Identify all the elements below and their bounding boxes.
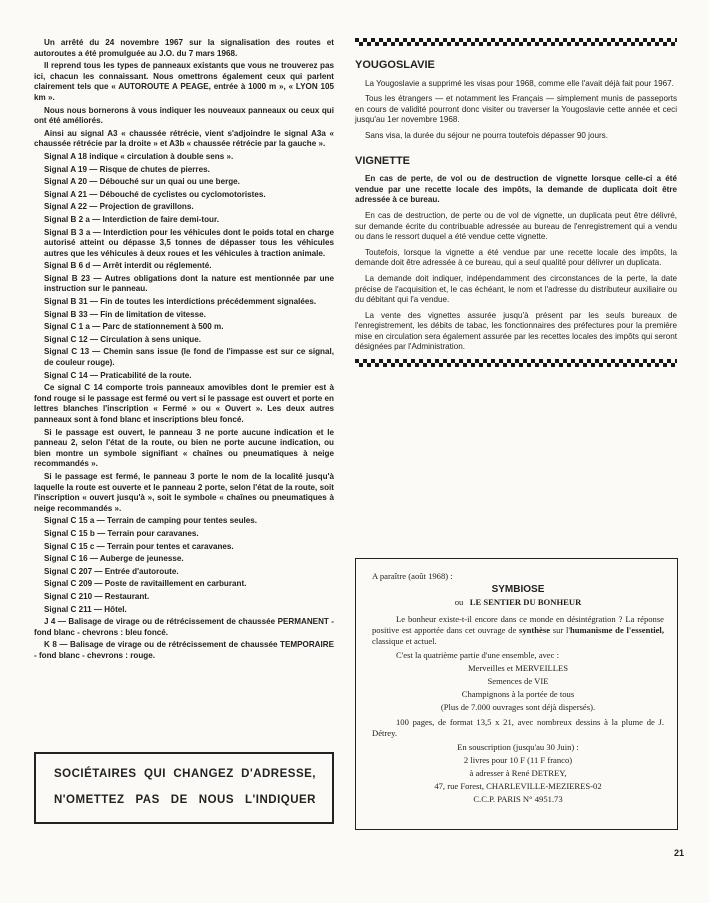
paragraph: En cas de perte, de vol ou de destruction de vignette lorsque celle-ci a été vendue par une recette locale des impôts, la demande de duplicata doit être adressée à ce bureau. (355, 174, 677, 205)
signal-item: Signal C 210 — Restaurant. (44, 591, 150, 601)
paragraph: Si le passage est fermé, le panneau 3 porte le nom de la localité jusqu'à laquelle la route est ouverte et le panneau 2 porte, selon l'état de la route, soit l'inscription « ouvert jusqu'à », soit le symbole « chaînes ou pneumatiques à neige recommandés ». (34, 471, 334, 513)
ad-paragraph (372, 614, 664, 647)
paragraph: Il reprend tous les types de panneaux existants que vous ne trouverez pas ici, chacun les connaissant. Nous omettrons également ceux qui parlent clairement tels que « AUTOROUTE A PEAGE, entrée à 1000 m », « LYON 105 km ». (34, 61, 334, 102)
ad-subtitle (372, 597, 664, 608)
paragraph: La Yougoslavie a supprimé les visas pour 1968, comme elle l'avait déjà fait pour 1967. (365, 78, 674, 88)
ad-title: SYMBIOSE (491, 584, 545, 595)
notice-line-1 (54, 768, 316, 780)
ad-line: (Plus de 7.000 ouvrages sont déjà dispersés). (440, 702, 596, 712)
signal-item: Signal B 23 — Autres obligations dont la nature est mentionnée par une instruction sur le panneau. (44, 273, 334, 294)
signal-item: Signal C 209 — Poste de ravitaillement en carburant. (44, 579, 247, 589)
paragraph: Ce signal C 14 comporte trois panneaux amovibles dont le premier est à fond rouge si le passage est fermé ou vert si le passage est ouvert et porte en lettres blanches l'inscription « Fermé » ou « Ouvert ». Les deux autres panneaux sont à fond blanc et inscriptions bleu foncé. (34, 383, 334, 424)
book-advertisement (355, 558, 678, 830)
address-change-notice (34, 752, 334, 824)
ad-line: En souscription (jusqu'au 30 Juin) : (457, 742, 579, 752)
checker-divider (355, 359, 677, 367)
checker-divider (355, 38, 677, 46)
signal-item: Signal C 12 — Circulation à sens unique. (44, 334, 201, 344)
signal-item: Signal A 21 — Débouché de cyclistes ou cyclomotoristes. (44, 189, 266, 199)
signal-item: Signal C 13 — Chemin sans issue (le fond de l'impasse est sur ce signal, de couleur rouge). (44, 347, 334, 368)
ad-address: 47, rue Forest, CHARLEVILLE-MEZIERES-02 (434, 781, 602, 791)
notice-word: D'ADRESSE, (241, 768, 316, 780)
signal-item: Signal C 14 — Praticabilité de la route. (44, 370, 192, 380)
ad-text: classique et actuel. (372, 636, 437, 646)
signal-item: Signal C 1 a — Parc de stationnement à 500 m. (44, 322, 224, 332)
paragraph: J 4 — Balisage de virage ou de rétrécissement de chaussée PERMANENT - fond blanc - chevrons : bleu foncé. (34, 617, 334, 637)
signal-item: Signal A 22 — Projection de gravillons. (44, 202, 194, 212)
ad-line: Merveilles et MERVEILLES (467, 663, 569, 673)
signal-item: Signal B 33 — Fin de limitation de vitesse. (44, 309, 206, 319)
paragraph: Sans visa, la durée du séjour ne pourra toutefois dépasser 90 jours. (365, 130, 608, 140)
paragraph: Tous les étrangers — et notamment les Français — simplement munis de passeports en cours de validité pourront donc visiter ou traverser la Yougoslavie cette année et ceci jusqu'au 1er novembre 1968. (355, 94, 677, 125)
notice-word: CHANGEZ (173, 768, 234, 780)
ad-text: Le bonheur existe-t-il encore dans ce monde en désintégration ? La réponse positive est apportée dans cet ouvrage de (372, 614, 664, 635)
page-number: 21 (674, 848, 685, 858)
ad-text: synthèse (519, 625, 551, 635)
ad-subtitle-ou: ou (454, 597, 464, 607)
ad-line: à adresser à René DETREY, (469, 768, 567, 778)
left-column (34, 38, 334, 663)
paragraph: K 8 — Balisage de virage ou de rétrécissement de chaussée TEMPORAIRE - fond blanc - chevrons : rouge. (34, 640, 334, 660)
signal-item: Signal B 6 d — Arrêt interdit ou réglementé. (44, 261, 212, 271)
ad-line: Semences de VIE (487, 676, 549, 686)
ad-text: sur l' (550, 625, 570, 635)
signal-item: Signal A 19 — Risque de chutes de pierres. (44, 164, 210, 174)
ad-subtitle-text: LE SENTIER DU BONHEUR (469, 597, 582, 607)
paragraph: La demande doit indiquer, indépendamment des circonstances de la perte, la date précise de l'acquisition et, le cas échéant, le nom et l'adresse du distributeur auxiliaire ou du débitant qui l'a vendue. (355, 273, 677, 305)
notice-line-2 (54, 794, 316, 806)
notice-word: NOUS (198, 794, 234, 806)
signal-item: Signal C 16 — Auberge de jeunesse. (44, 554, 184, 564)
signal-list (34, 516, 334, 615)
paragraph: La vente des vignettes assurée jusqu'à présent par les seuls bureaux de l'enregistrement, les débits de tabac, les fonctionnaires des préfectures pour la première mise en circulation sera également assurée par les recettes locales des impôts qui seront désignées par l'Administration. (355, 310, 677, 352)
notice-word: PAS (135, 794, 160, 806)
ad-intro: A paraître (août 1968) : (372, 571, 453, 581)
ad-line: 2 livres pour 10 F (11 F franco) (463, 755, 573, 765)
section-title: VIGNETTE (355, 154, 411, 167)
notice-word: QUI (144, 768, 166, 780)
notice-word: L'INDIQUER (245, 794, 316, 806)
notice-word: DE (170, 794, 188, 806)
signal-item: Signal C 15 c — Terrain pour tentes et caravanes. (44, 541, 234, 551)
signal-item: Signal C 15 a — Terrain de camping pour tentes seules. (44, 516, 258, 526)
notice-word: SOCIÉTAIRES (54, 768, 137, 780)
paragraph: Si le passage est ouvert, le panneau 3 ne porte aucune indication et le panneau 2, selon l'état de la route, ou bien ne porte aucune indication, ou bien montre un symbole signifiant « chaînes ou pneumatiques à neige recommandés ». (34, 427, 334, 469)
paragraph: Nous nous bornerons à vous indiquer les nouveaux panneaux ou ceux qui ont été améliorés. (34, 105, 334, 126)
signal-item: Signal C 15 b — Terrain pour caravanes. (44, 528, 199, 538)
ad-ccp: C.C.P. PARIS N° 4951.73 (473, 794, 563, 804)
ad-line: Champignons à la portée de tous (461, 689, 575, 699)
signal-list (34, 152, 334, 381)
paragraph: Toutefois, lorsque la vignette a été vendue par une recette locale des impôts, la demande doit être adressée à ce bureau, qui a seul qualité pour délivrer un duplicata. (355, 247, 677, 268)
ad-text: humanisme de l'essentiel, (569, 625, 664, 635)
intro-paragraph: Un arrêté du 24 novembre 1967 sur la signalisation des routes et autoroutes a été promulguée au J.O. du 7 mars 1968. (34, 38, 334, 58)
right-column (355, 38, 677, 367)
signal-item: Signal A 18 indique « circulation à double sens ». (44, 151, 234, 161)
ad-paragraph: 100 pages, de format 13,5 x 21, avec nombreux dessins à la plume de J. Détrey. (372, 717, 664, 738)
signal-item: Signal A 20 — Débouché sur un quai ou une berge. (44, 177, 240, 187)
paragraph: Ainsi au signal A3 « chaussée rétrécie, vient s'adjoindre le signal A3a « chaussée rétrécie par la droite » et A3b « chaussée rétrécie par la gauche ». (34, 128, 334, 149)
paragraph: En cas de destruction, de perte ou de vol de vignette, un duplicata peut être délivré, sur demande écrite du contribuable adressée au bureau de l'enregistrement qui a vendu ou dans le ressort duquel a été vendue cette vignette. (355, 210, 677, 242)
signal-item: Signal B 3 a — Interdiction pour les véhicules dont le poids total en charge autorisé atteint ou dépasse 3,5 tonnes de dépasser tous les véhicules autres que les véhicules à deux roues et les véhicules à traction animale. (44, 227, 334, 258)
notice-word: N'OMETTEZ (54, 794, 125, 806)
signal-item: Signal C 211 — Hôtel. (44, 604, 127, 614)
signal-item: Signal B 31 — Fin de toutes les interdictions précédemment signalées. (44, 297, 317, 307)
ad-paragraph: C'est la quatrième partie d'une ensemble, avec : (396, 650, 559, 660)
section-title: YOUGOSLAVIE (355, 59, 435, 71)
signal-item: Signal B 2 a — Interdiction de faire demi-tour. (44, 214, 219, 224)
signal-item: Signal C 207 — Entrée d'autoroute. (44, 566, 179, 576)
